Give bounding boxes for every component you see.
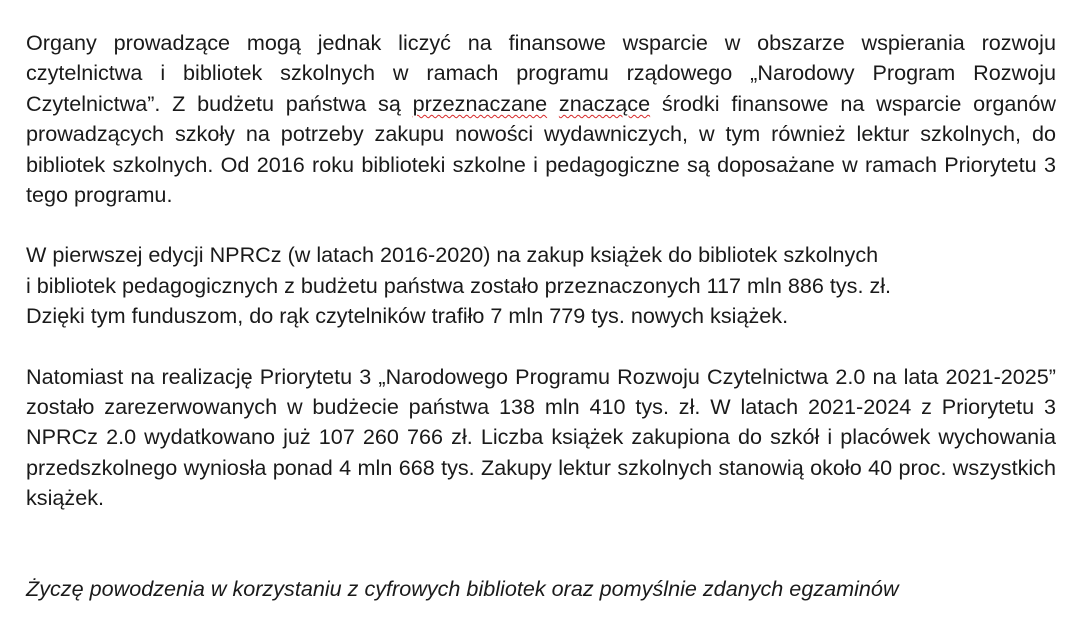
closing-wishes: Życzę powodzenia w korzystaniu z cyfrowych bibliotek oraz pomyślnie zdanych egzaminów [26,575,899,601]
spellcheck-word-znaczace[interactable]: znaczące [558,90,651,116]
spellcheck-word-przeznaczane[interactable]: przeznaczane [412,90,548,116]
paragraph-2-line-1: W pierwszej edycji NPRCz (w latach 2016-2020) na zakup książek do bibliotek szkolnych [26,242,879,268]
paragraph-1-text-start: Organy prowadzące mogą jednak liczyć na finansowe wsparcie w obszarze wspierania rozwoju czytelnictwa i bibliotek szkolnych w ramach programu rządowego „Narodowy Program Rozwoju Czytelnictwa”. Z budżetu państwa są [26,30,1056,116]
paragraph-1-text-middle [547,91,559,116]
paragraph-2-line-3: Dzięki tym funduszom, do rąk czytelników trafiło 7 mln 779 tys. nowych książek. [26,303,789,329]
paragraph-first-edition [26,240,1056,331]
blank-line [26,544,1056,574]
document-page [26,28,1056,604]
paragraph-2-line-2: i bibliotek pedagogicznych z budżetu państwa zostało przeznaczonych 117 mln 886 tys. zł. [26,272,892,298]
paragraph-funding-support [26,28,1056,210]
paragraph-1-text-end: środki finansowe na wsparcie organów prowadzących szkoły na potrzeby zakupu nowości wydawniczych, w tym również lektur szkolnych, do bibliotek szkolnych. Od 2016 roku biblioteki szkolne i pedagogiczne są doposażane w ramach Priorytetu 3 tego programu. [26,90,1056,208]
paragraph-priority-3-funding: Natomiast na realizację Priorytetu 3 „Narodowego Programu Rozwoju Czytelnictwa 2.0 na lata 2021-2025” zostało zarezerwowanych w budżecie państwa 138 mln 410 tys. zł. W latach 2021-2024 z Priorytetu 3 NPRCz 2.0 wydatkowano już 107 260 766 zł. Liczba książek zakupiona do szkół i placówek wychowania przedszkolnego wyniosła ponad 4 mln 668 tys. Zakupy lektur szkolnych stanowią około 40 proc. wszystkich książek. [26,363,1056,511]
